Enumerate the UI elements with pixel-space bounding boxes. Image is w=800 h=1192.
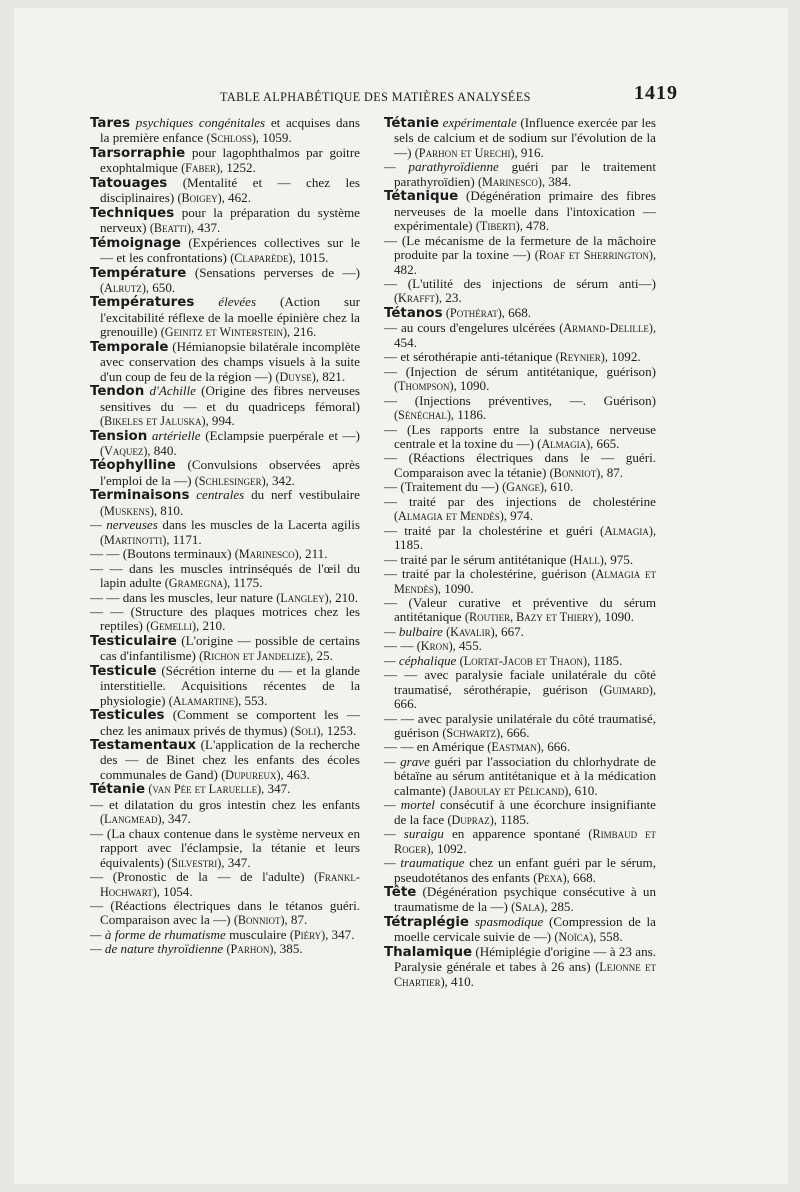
entry-heading: Témoignage: [90, 235, 182, 251]
index-entry: [90, 236, 360, 266]
index-entry: [90, 942, 360, 956]
entry-author: (Frankl-Hochwart),: [100, 870, 360, 899]
entry-author: (Marinesco),: [234, 547, 302, 562]
entry-page: 610.: [550, 479, 574, 495]
entry-qualifier: — de nature thyroïdienne: [90, 941, 224, 957]
index-entry: [90, 827, 360, 870]
index-entry: [90, 591, 360, 605]
entry-author: (Kavalir),: [446, 624, 498, 639]
entry-heading: Terminaisons: [90, 488, 190, 504]
entry-text: (Hémianopsie bilatérale incomplète avec conservation des champs visuels à la suite d'un coup de feu de la région —): [100, 338, 361, 384]
entry-text: — (Pronostic de la — de l'adulte): [90, 869, 305, 885]
index-entry: [384, 480, 656, 494]
entry-text: (L'application de la recherche des — de Binet chez les enfants des écoles communales de Gand): [100, 737, 360, 782]
entry-qualifier: — à forme de rhumatisme: [90, 926, 226, 942]
entry-page: 1054.: [163, 883, 193, 899]
index-entry: [384, 553, 656, 567]
entry-text: — (Les rapports entre la substance nerveuse centrale et la toxine du —): [384, 421, 656, 451]
index-entry: [384, 654, 656, 668]
entry-page: 1090.: [459, 378, 490, 394]
page-number: 1419: [634, 82, 678, 104]
index-entry: [384, 321, 656, 350]
entry-text: — — dans les muscles, leur nature: [90, 589, 273, 605]
entry-heading: Tétanie: [384, 116, 440, 131]
entry-text: (Dégénération psychique consécutive à un traumatisme de la —): [394, 884, 656, 915]
entry-author: (Lortat-Jacob et Thaon),: [459, 653, 591, 668]
entry-heading: Tétanie: [90, 782, 146, 798]
entry-author: (Bonniot),: [233, 913, 288, 928]
entry-author: (Richon et Jandelize),: [199, 649, 314, 664]
index-entry: [90, 547, 360, 561]
entry-page: 210.: [335, 589, 358, 605]
entry-author: (Almagia et Mendès),: [394, 509, 507, 524]
entry-text: (Comment se comportent les — chez les animaux privés de thymus): [100, 707, 360, 738]
entry-text: — — avec paralysie faciale unilatérale du côté traumatisé, sérothérapie, guérison: [384, 667, 656, 697]
entry-qualifier: — parathyroïdienne: [384, 159, 499, 175]
index-entry: [384, 668, 656, 711]
entry-page: 347.: [331, 926, 355, 942]
entry-page: 384.: [548, 173, 572, 189]
left-column: [90, 116, 360, 957]
entry-author: (Beatti),: [149, 221, 195, 236]
entry-text: (Dégénération primaire des fibres nerveuses de la moelle dans l'intoxication — expérimentale): [394, 188, 656, 234]
index-entry: [384, 856, 656, 885]
entry-page: 454.: [394, 334, 417, 350]
entry-page: 462.: [228, 190, 251, 206]
index-entry: [90, 146, 360, 176]
index-entry: [384, 945, 656, 989]
index-entry: [384, 495, 656, 524]
index-entry: [384, 365, 656, 394]
entry-qualifier: — céphalique: [384, 652, 457, 668]
entry-author: (Hall),: [569, 552, 607, 567]
entry-author: (Dupraz),: [447, 812, 497, 827]
entry-page: 216.: [293, 324, 317, 340]
entry-text: (Sensations perverses de —): [194, 264, 360, 280]
entry-page: 1015.: [298, 250, 329, 266]
entry-text: (Mentalité et — chez les disciplinaires): [100, 174, 360, 206]
entry-author: (Rimbaud et Roger),: [394, 827, 656, 856]
entry-author: (Langmead),: [100, 812, 165, 827]
entry-text: (Hémiplégie d'origine — à 23 ans. Paralysie générale et tabes à 26 ans): [394, 943, 656, 975]
entry-page: 23.: [445, 290, 462, 306]
entry-author: (Tiberti),: [475, 219, 523, 234]
index-entry: [384, 567, 656, 596]
entry-author: (Claparède),: [230, 251, 296, 266]
entry-author: (Routier, Bazy et Thiery),: [464, 610, 602, 625]
index-entry: [90, 206, 360, 236]
entry-text: — (La chaux contenue dans le système nerveux en rapport avec l'éclampsie, la tétanie et leurs équivalents): [90, 825, 360, 870]
index-entry: [90, 782, 360, 797]
entry-page: 482.: [394, 261, 417, 277]
entry-page: 347.: [167, 811, 191, 827]
index-entry: [90, 488, 360, 518]
entry-author: (Pothérat),: [445, 305, 505, 320]
entry-page: 478.: [526, 218, 550, 234]
entry-heading: Temporale: [90, 339, 169, 355]
index-entry: [384, 277, 656, 306]
entry-author: (Dupureux),: [221, 767, 284, 782]
entry-page: 347.: [267, 781, 291, 797]
index-entry: [384, 798, 656, 827]
entry-author: (Soli),: [290, 723, 324, 738]
running-title: TABLE ALPHABÉTIQUE DES MATIÈRES ANALYSÉES: [220, 90, 531, 104]
entry-author: (Langley),: [276, 590, 332, 605]
entry-text: — (L'utilité des injections de sérum anti—): [384, 275, 656, 291]
index-entry: [384, 394, 656, 423]
entry-page: 1090.: [444, 580, 474, 596]
entry-author: (Almagia),: [600, 523, 656, 538]
index-entry: [90, 605, 360, 634]
entry-heading: Thalamique: [384, 944, 473, 960]
entry-heading: Testamentaux: [90, 738, 197, 754]
entry-text: — et sérothérapie anti-tétanique: [384, 349, 553, 365]
entry-page: 410.: [450, 973, 474, 989]
entry-author: (Guimard),: [599, 682, 656, 697]
entry-page: 347.: [227, 854, 251, 870]
entry-author: (Roaf et Sherrington),: [534, 248, 656, 263]
entry-heading: Tétraplégie: [384, 914, 469, 930]
entry-page: 1185.: [394, 537, 423, 553]
entry-page: 840.: [153, 442, 177, 458]
entry-page: 211.: [305, 546, 328, 562]
entry-text: — —: [384, 638, 414, 654]
entry-page: 455.: [459, 638, 482, 654]
entry-page: 385.: [279, 941, 303, 957]
entry-author: (Alrutz),: [100, 280, 149, 295]
entry-author: (Gange),: [502, 480, 548, 495]
entry-text: — (Le mécanisme de la fermeture de la mâchoire produite par la toxine —): [384, 232, 656, 263]
index-entry: [384, 915, 656, 945]
entry-page: 994.: [211, 413, 235, 429]
entry-author: (Krafft),: [394, 291, 442, 306]
entry-text: — — avec paralysie unilatérale du côté traumatisé, guérison: [384, 710, 656, 741]
index-entry: [384, 160, 656, 189]
entry-text: dans les muscles de la Lacerta agilis: [162, 517, 360, 533]
entry-author: (Bikeles et Jaluska),: [100, 414, 209, 429]
entry-author: (Vaquez),: [100, 443, 151, 458]
entry-author: (Geinitz et Winterstein),: [160, 325, 291, 340]
entry-author: (Reynier),: [555, 350, 608, 365]
entry-heading: Température: [90, 265, 187, 281]
entry-page: 974.: [510, 508, 534, 524]
entry-page: 666.: [394, 696, 417, 712]
entry-qualifier: d'Achille: [149, 383, 196, 399]
entry-text: — et dilatation du gros intestin chez les enfants: [90, 796, 360, 812]
entry-heading: Testicule: [90, 663, 157, 679]
entry-text: — (Injections préventives, —. Guérison): [384, 392, 656, 408]
index-entry: [90, 870, 360, 899]
entry-page: 25.: [316, 648, 333, 664]
entry-qualifier: centrales: [196, 487, 245, 503]
index-entry: [90, 798, 360, 827]
entry-text: — (Traitement du —): [384, 479, 499, 495]
entry-qualifier: — traumatique: [384, 855, 465, 871]
index-entry: [384, 350, 656, 364]
entry-page: 285.: [550, 899, 574, 915]
index-entry: [384, 451, 656, 480]
entry-author: (Eastman),: [487, 740, 544, 755]
entry-author: (Bonniot),: [549, 465, 604, 480]
entry-author: (Pexa),: [533, 870, 570, 885]
entry-heading: Téophylline: [90, 458, 176, 474]
entry-text: — — dans les muscles intrinséqués de l'œil du lapin adulte: [90, 560, 360, 591]
index-entry: [90, 928, 360, 942]
index-entry: [384, 116, 656, 160]
entry-text: — traité par la cholestérine, guérison: [384, 566, 587, 582]
entry-page: 1059.: [262, 130, 292, 146]
entry-text: (Compression de la moelle cervicale suivie de —): [394, 913, 656, 945]
entry-author: (Schloss),: [206, 131, 259, 146]
entry-author: (Schwartz),: [442, 726, 504, 741]
index-entry: [384, 596, 656, 625]
entry-page: 668.: [573, 869, 596, 885]
entry-author: (Piéry),: [289, 927, 329, 942]
entry-qualifier: — nerveuses: [90, 517, 158, 533]
entry-text: guéri par le traitement parathyroïdien): [394, 159, 656, 189]
entry-heading: Tétanos: [384, 305, 443, 321]
entry-heading: Tête: [384, 885, 417, 901]
index-entry: [90, 518, 360, 547]
entry-text: — — (Boutons terminaux): [90, 546, 232, 562]
entry-qualifier: — grave: [384, 753, 430, 769]
entry-qualifier: spasmodique: [474, 913, 544, 929]
entry-heading: Températures: [90, 295, 195, 311]
entry-text: — (Injection de sérum antitétanique, guérison): [384, 363, 656, 379]
index-entry: [384, 885, 656, 915]
entry-page: 916.: [520, 144, 544, 160]
entry-text: — (Réactions électriques dans le tétanos guéri. Comparaison avec la —): [90, 898, 360, 928]
entry-text: pour la préparation du système nerveux): [100, 204, 360, 236]
entry-page: 1185.: [593, 652, 623, 668]
index-entry: [90, 266, 360, 296]
index-entry: [90, 176, 360, 206]
entry-text: guéri par l'association du chlorhydrate de bétaïne au sérum antitétanique et à la médication calmante): [394, 753, 656, 798]
entry-heading: Testicules: [90, 708, 165, 724]
index-entry: [90, 899, 360, 928]
entry-author: (van Pée et Laruelle),: [148, 782, 265, 797]
entry-author: (Martinotti),: [100, 532, 170, 547]
entry-text: — traité par le sérum antitétanique: [384, 551, 567, 567]
entry-text: (Eclampsie puerpérale et —): [205, 427, 360, 443]
entry-text: — (Réactions électriques dans le — guéri. Comparaison avec la tétanie): [384, 450, 656, 480]
entry-page: 667.: [501, 623, 524, 639]
index-entry: [90, 384, 360, 428]
entry-text: (Influence exercée par les sels de calcium et de sodium sur l'évolution de la —): [394, 115, 656, 160]
entry-author: (Lejonne et Chartier),: [394, 960, 656, 989]
entry-text: (Expériences collectives sur le — et les confrontations): [100, 234, 360, 266]
entry-page: 975.: [610, 551, 634, 567]
entry-author: (Boigey),: [177, 191, 225, 206]
entry-page: 553.: [244, 692, 268, 708]
entry-author: (Almagia et Mendès),: [394, 567, 657, 596]
entry-text: (L'origine — possible de certains cas d'infantilisme): [100, 632, 360, 664]
index-entry: [384, 827, 656, 856]
index-entry: [90, 562, 360, 591]
entry-page: 342.: [271, 472, 295, 488]
entry-heading: Tendon: [90, 384, 145, 400]
entry-page: 610.: [574, 782, 598, 798]
index-entry: [384, 306, 656, 321]
entry-page: 1185.: [500, 811, 530, 827]
index-entry: [384, 189, 656, 233]
entry-page: 665.: [596, 435, 620, 451]
entry-author: (Parhon),: [226, 942, 277, 957]
entry-text: et acquises dans la première enfance: [100, 115, 360, 146]
entry-author: (Gemelli),: [146, 619, 200, 634]
entry-page: 1253.: [326, 722, 357, 738]
entry-page: 87.: [290, 912, 308, 928]
entry-page: 463.: [286, 766, 310, 782]
index-entry: [90, 116, 360, 146]
index-entry: [384, 423, 656, 452]
entry-text: musculaire: [229, 926, 287, 942]
index-entry: [90, 458, 360, 488]
entry-heading: Tétanique: [384, 189, 459, 205]
entry-qualifier: élevées: [218, 294, 257, 310]
entry-page: 437.: [197, 220, 221, 236]
entry-page: 650.: [152, 279, 176, 295]
entry-heading: Tarsorraphie: [90, 145, 186, 161]
index-entry: [90, 429, 360, 459]
entry-page: 821.: [322, 368, 346, 384]
entry-text: du nerf vestibulaire: [251, 487, 360, 503]
index-entry: [90, 708, 360, 738]
entry-page: 1090.: [604, 609, 634, 625]
entry-page: 1186.: [457, 407, 487, 423]
index-entry: [384, 625, 656, 639]
entry-text: — — en Amérique: [384, 739, 484, 755]
entry-text: en apparence spontané: [451, 826, 581, 842]
index-entry: [90, 340, 360, 384]
entry-page: 87.: [606, 464, 624, 480]
entry-text: (Action sur l'excitabilité réflexe de la moelle épinière chez la grenouille): [100, 294, 360, 340]
entry-qualifier: — bulbaire: [384, 623, 443, 639]
entry-page: 1175.: [233, 575, 263, 591]
entry-author: (Armand-Delille),: [559, 321, 657, 336]
entry-author: (Almagia),: [537, 436, 594, 451]
entry-text: (Origine des fibres nerveuses sensitives du — et du quadriceps fémoral): [100, 383, 360, 414]
index-entry: [384, 755, 656, 798]
entry-author: (Schlesinger),: [194, 473, 269, 488]
index-entry: [90, 738, 360, 782]
entry-heading: Tension: [90, 428, 148, 444]
entry-qualifier: — suraigu: [384, 826, 444, 842]
index-entry: [384, 234, 656, 277]
entry-page: 1092.: [611, 349, 641, 365]
entry-page: 210.: [202, 618, 226, 634]
entry-text: — — (Structure des plaques motrices chez les reptiles): [90, 603, 360, 634]
entry-page: 810.: [160, 502, 184, 518]
index-entry: [90, 634, 360, 664]
index-entry: [384, 524, 656, 553]
entry-author: (Silvestri),: [167, 855, 225, 870]
entry-qualifier: expérimentale: [442, 115, 517, 130]
entry-page: 668.: [508, 304, 532, 320]
entry-author: (Kron),: [416, 639, 456, 654]
right-column: [384, 116, 656, 989]
entry-author: (Duyse),: [275, 369, 319, 384]
entry-page: 1171.: [172, 531, 202, 547]
entry-page: 1092.: [437, 840, 467, 856]
entry-qualifier: — mortel: [384, 797, 435, 813]
entry-page: 558.: [599, 929, 623, 945]
entry-text: consécutif à une écorchure insignifiante de la face: [394, 797, 656, 827]
index-entry: [90, 664, 360, 708]
entry-author: (Gramegna),: [164, 576, 231, 591]
entry-text: (Sécrétion interne du — et la glande interstitielle. Acquisitions récentes de la physiologie): [100, 662, 360, 708]
entry-heading: Tatouages: [90, 175, 168, 191]
index-entry: [384, 712, 656, 741]
entry-heading: Tares: [90, 116, 131, 131]
entry-author: (Muskens),: [100, 503, 158, 518]
entry-text: chez un enfant guéri par le sérum, pseudotétanos des enfants: [394, 855, 656, 885]
entry-heading: Techniques: [90, 205, 175, 221]
index-entry: [90, 295, 360, 339]
entry-text: — traité par la cholestérine et guéri: [384, 522, 593, 538]
entry-author: (Noïca),: [554, 930, 597, 945]
entry-qualifier: psychiques congénitales: [135, 115, 266, 130]
entry-text: — au cours d'engelures ulcérées: [384, 320, 556, 336]
entry-author: (Sala),: [511, 900, 548, 915]
entry-text: — traité par des injections de cholestérine: [384, 493, 656, 509]
entry-qualifier: artérielle: [151, 427, 201, 443]
entry-author: (Marinesco),: [478, 174, 546, 189]
entry-page: 666.: [506, 725, 530, 741]
entry-author: (Jaboulay et Pélicand),: [448, 783, 572, 798]
entry-author: (Sénéchal),: [394, 408, 454, 423]
entry-heading: Testiculaire: [90, 633, 177, 649]
entry-author: (Alamartine),: [168, 693, 242, 708]
entry-text: — (Valeur curative et préventive du sérum antitétanique: [384, 594, 656, 625]
entry-page: 1252.: [226, 160, 256, 176]
entry-text: pour lagophthalmos par goitre exophtalmique: [100, 144, 360, 176]
entry-text: (Convulsions observées après l'emploi de la —): [100, 457, 360, 488]
index-entry: [384, 639, 656, 653]
entry-page: 666.: [547, 739, 571, 755]
entry-author: (Faber),: [181, 161, 224, 176]
entry-author: (Parhon et Urechi),: [414, 145, 518, 160]
index-entry: [384, 740, 656, 754]
entry-author: (Thompson),: [394, 379, 457, 394]
